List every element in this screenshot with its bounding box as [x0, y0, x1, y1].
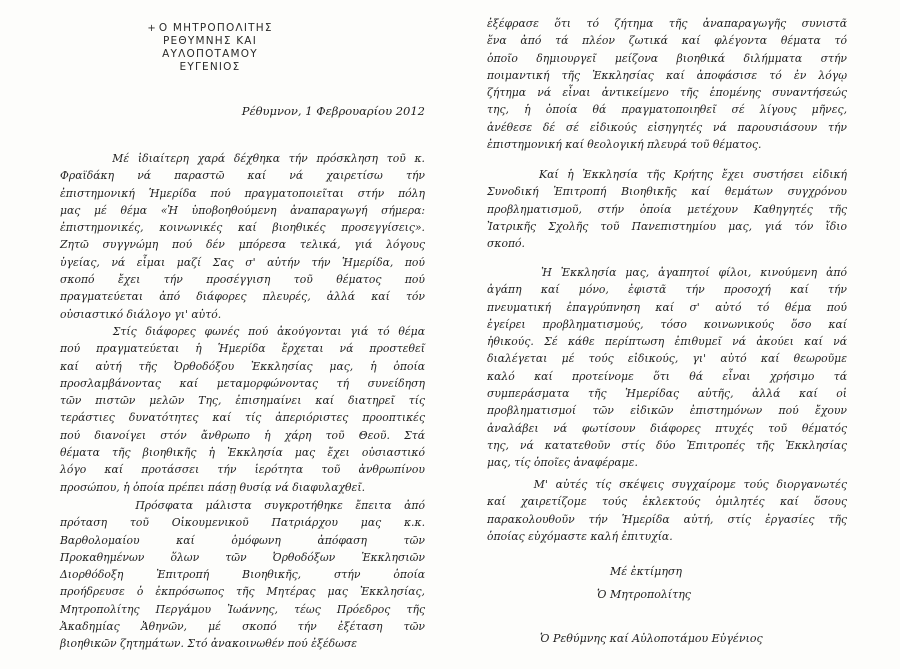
- text-line: Βαρθολομαίου καί ὁμόφωνη ἀπόφαση τῶν: [60, 533, 425, 547]
- text-line: σκοπό.: [487, 237, 525, 251]
- paragraph-3: [60, 497, 425, 653]
- text-line: τῶν πιστῶν μελῶν Της, ἐπισημαίνει καί διατηρεῖ τίς: [60, 394, 425, 408]
- letter-date: Ρέθυμνον, 1 Φεβρουαρίου 2012: [241, 104, 425, 118]
- text-line: Μέ ἰδιαίτερη χαρά δέχθηκα τήν πρόσκληση τοῦ κ.: [60, 152, 425, 165]
- text-line: καί αὐτή τῆς Ὀρθοδόξου Ἐκκλησίας μας, ἡ ὁποία: [60, 359, 425, 373]
- paragraph-6: [487, 264, 847, 472]
- text-line: Στίς διάφορες φωνές πού ἀκούγονται γιά τό θέμα: [60, 325, 425, 338]
- text-line: ἐπιστημονική καί θεολογική πλευρά τοῦ θέματος.: [487, 138, 762, 152]
- text-line: ἐξέφρασε ὅτι τό ζήτημα τῆς ἀναπαραγωγῆς συνιστᾶ: [487, 17, 847, 30]
- text-line: μας μέ θέμα «Ἡ ὑποβοηθούμενη ἀναπαραγωγή σήμερα:: [60, 203, 425, 217]
- text-line: προσώπου, ἡ ὁποία πρέπει πάσῃ θυσίᾳ νά διαφυλαχθεῖ.: [60, 480, 366, 494]
- paragraph-1: [60, 150, 425, 323]
- text-line: πού πραγματεύεται ἡ Ἡμερίδα ἔρχεται νά προστεθεῖ: [60, 342, 425, 356]
- text-line: προσλαμβάνοντας καί μεταμορφώνοντας τή συνείδηση: [60, 376, 425, 390]
- text-line: Ἰατρικῆς Σχολῆς τοῦ Πανεπιστημίου μας, γιά τόν ἴδιο: [487, 219, 847, 233]
- text-line: της, νά κατατεθοῦν στίς δύο Ἐπιτροπές τῆς Ἐκκλησίας: [487, 438, 847, 452]
- text-line: ὁποῖο δημιουργεῖ μείζονα βιοηθικά διλήμματα στήν: [487, 51, 847, 65]
- text-line: Μ' αὐτές τίς σκέψεις συγχαίρομε τούς διοργανωτές: [487, 478, 847, 491]
- text-line: ἀνέθεσε δέ σέ εἰδικούς εἰσηγητές νά παρουσιάσουν τήν: [487, 120, 847, 134]
- text-line: συμπεράσματα τῆς Ἡμερίδας αὐτῆς, ἀλλά καί οἱ: [487, 387, 847, 401]
- text-line: Μητροπολίτης Περγάμου Ἰωάννης, τέως Πρόεδρος τῆς: [60, 602, 425, 616]
- text-line: Διορθόδοξη Ἐπιτροπή Βιοηθικῆς, στήν ὁποία: [60, 568, 425, 582]
- text-line: της, ἡ ὁποία θά πραγματοποιηθεῖ σέ λίγους μῆνες,: [487, 103, 847, 117]
- text-line: πού διανοίγει στόν ἄνθρωπο ἡ χάρη τοῦ Θεοῦ. Στά: [60, 428, 425, 442]
- text-line: Ἡ Ἐκκλησία μας, ἀγαπητοί φίλοι, κινούμενη ἀπό: [487, 266, 847, 279]
- text-line: προβληματισμοί τῶν εἰδικῶν ἐπιστημόνων πού ἔχουν: [487, 404, 847, 418]
- text-line: προβληματισμοῦ, στήν ὁποία μετέχουν Καθηγητές τῆς: [487, 202, 847, 216]
- text-line: σκοπό ἔχει τήν προσέγγιση τοῦ θέματος πού: [60, 273, 425, 287]
- cross-icon: +: [147, 23, 157, 34]
- text-line: προήδρευσε ὁ ἐκπρόσωπος τῆς Μητέρας μας Ἐκκλησίας,: [60, 585, 425, 599]
- text-line: ποιμαντική τῆς Ἐκκλησίας καί ἀποφάσισε τό ἐν λόγῳ: [487, 68, 847, 82]
- text-line: ἀναλάβει νά φωτίσουν διάφορες πτυχές τοῦ θέματός: [487, 421, 847, 435]
- text-line: Φραϊδάκη νά παραστῶ καί νά χαιρετίσω τήν: [60, 169, 425, 183]
- letterhead-title: Ο ΜΗΤΡΟΠΟΛΙΤΗΣ: [158, 22, 273, 34]
- text-line: καί χαιρετίζομε τούς ἐκλεκτούς ὁμιλητές καί ὅσους: [487, 495, 847, 509]
- text-line: ζήτημα νά εἶναι ἀντικείμενο τῆς ἑπομένης συναντήσεώς: [487, 86, 847, 100]
- text-line: Ζητῶ συγγνώμη πού δέν μπόρεσα τελικά, γιά λόγους: [60, 238, 425, 252]
- letterhead: [120, 22, 300, 74]
- signature-line: Ὁ Ρεθύμνης καί Αὐλοποτάμου Εὐγένιος: [540, 632, 763, 645]
- text-line: Καί ἡ Ἐκκλησία τῆς Κρήτης ἔχει συστήσει εἰδική: [487, 168, 847, 181]
- paragraph-7: [487, 476, 847, 545]
- closing-title: Ὁ Μητροπολίτης: [597, 588, 691, 601]
- text-line: ἀγάπη καί μόνο, ἐφιστᾶ τήν προσοχή καί τήν: [487, 283, 847, 297]
- letterhead-line-2: ΡΕΘΥΜΝΗΣ ΚΑΙ ΑΥΛΟΠΟΤΑΜΟΥ: [162, 35, 258, 60]
- text-line: πνευματική ἐπαγρύπνηση καί σ' αὐτό τό θέμα πού: [487, 300, 847, 314]
- text-line: καλό καί προτείνομε ὅτι θά εἶναι χρήσιμο τά: [487, 369, 847, 383]
- text-line: ὁποίας εὐχόμαστε καλή ἐπιτυχία.: [487, 529, 673, 543]
- text-line: θέματα τῆς βιοηθικῆς ἡ Ἐκκλησία μας ἔχει οὐσιαστικό: [60, 446, 425, 460]
- text-line: Συνοδική Ἐπιτροπή Βιοηθικῆς καί θεμάτων συγχρόνου: [487, 185, 847, 199]
- closing-regards: Μέ ἐκτίμηση: [610, 565, 683, 578]
- text-line: ἐγείρει προβληματισμούς, τόσο κοινωνικούς ὅσο καί: [487, 317, 847, 331]
- text-line: Ἀκαδημίας Ἀθηνῶν, μέ σκοπό τήν ἐξέταση τῶν: [60, 620, 425, 634]
- paragraph-4: [487, 15, 847, 153]
- text-line: πραγματεύεται ἀπό διάφορες πλευρές, ἀλλά καί τόν: [60, 290, 425, 304]
- text-line: λόγο καί προτάσσει τήν ἱερότητα τοῦ ἀνθρωπίνου: [60, 463, 425, 477]
- text-line: παρακολουθοῦν τήν Ἡμερίδα αὐτή, στίς ἐργασίες τῆς: [487, 512, 847, 526]
- text-line: Προκαθημένων ὅλων τῶν Ὀρθοδόξων Ἐκκλησιῶν: [60, 550, 425, 564]
- text-line: ἠθικούς. Σέ κάθε περίπτωση ἐπιθυμεῖ νά ἀκούει καί νά: [487, 335, 847, 349]
- letterhead-line-3: ΕΥΓΕΝΙΟΣ: [179, 61, 241, 73]
- text-line: βιοηθικῶν ζητημάτων. Στό ἀνακοινωθέν πού ἐξέδωσε: [60, 637, 358, 651]
- text-line: Πρόσφατα μάλιστα συγκροτήθηκε ἔπειτα ἀπό: [60, 499, 425, 512]
- paragraph-5: [487, 166, 847, 252]
- text-line: ὑγείας, νά εἶμαι μαζί Σας σ' αὐτήν τήν Ἡμερίδα, πού: [60, 255, 425, 269]
- text-line: ἐπιστημονική Ἡμερίδα πού πραγματοποιεῖται στήν πόλη: [60, 186, 425, 200]
- text-line: τεράστιες δυνατότητες καί τίς ἀπεριόριστες προοπτικές: [60, 411, 425, 425]
- letterhead-line-1: [120, 22, 300, 35]
- text-line: ἕνα ἀπό τά πλέον ζωτικά καί φλέγοντα θέματα τό: [487, 34, 847, 48]
- text-line: διαλέγεται μέ τούς εἰδικούς, γι' αὐτό καί θεωροῦμε: [487, 352, 847, 366]
- text-line: ἐπιστημονικές, κοινωνικές καί βιοηθικές προσεγγίσεις».: [60, 221, 425, 235]
- paragraph-2: [60, 323, 425, 496]
- text-line: μας, τίς ὁποῖες ἀναφέραμε.: [487, 456, 638, 470]
- text-line: πρόταση τοῦ Οἰκουμενικοῦ Πατριάρχου μας κ.κ.: [60, 516, 425, 530]
- text-line: οὐσιαστικό διάλογο γι' αὐτό.: [60, 307, 222, 321]
